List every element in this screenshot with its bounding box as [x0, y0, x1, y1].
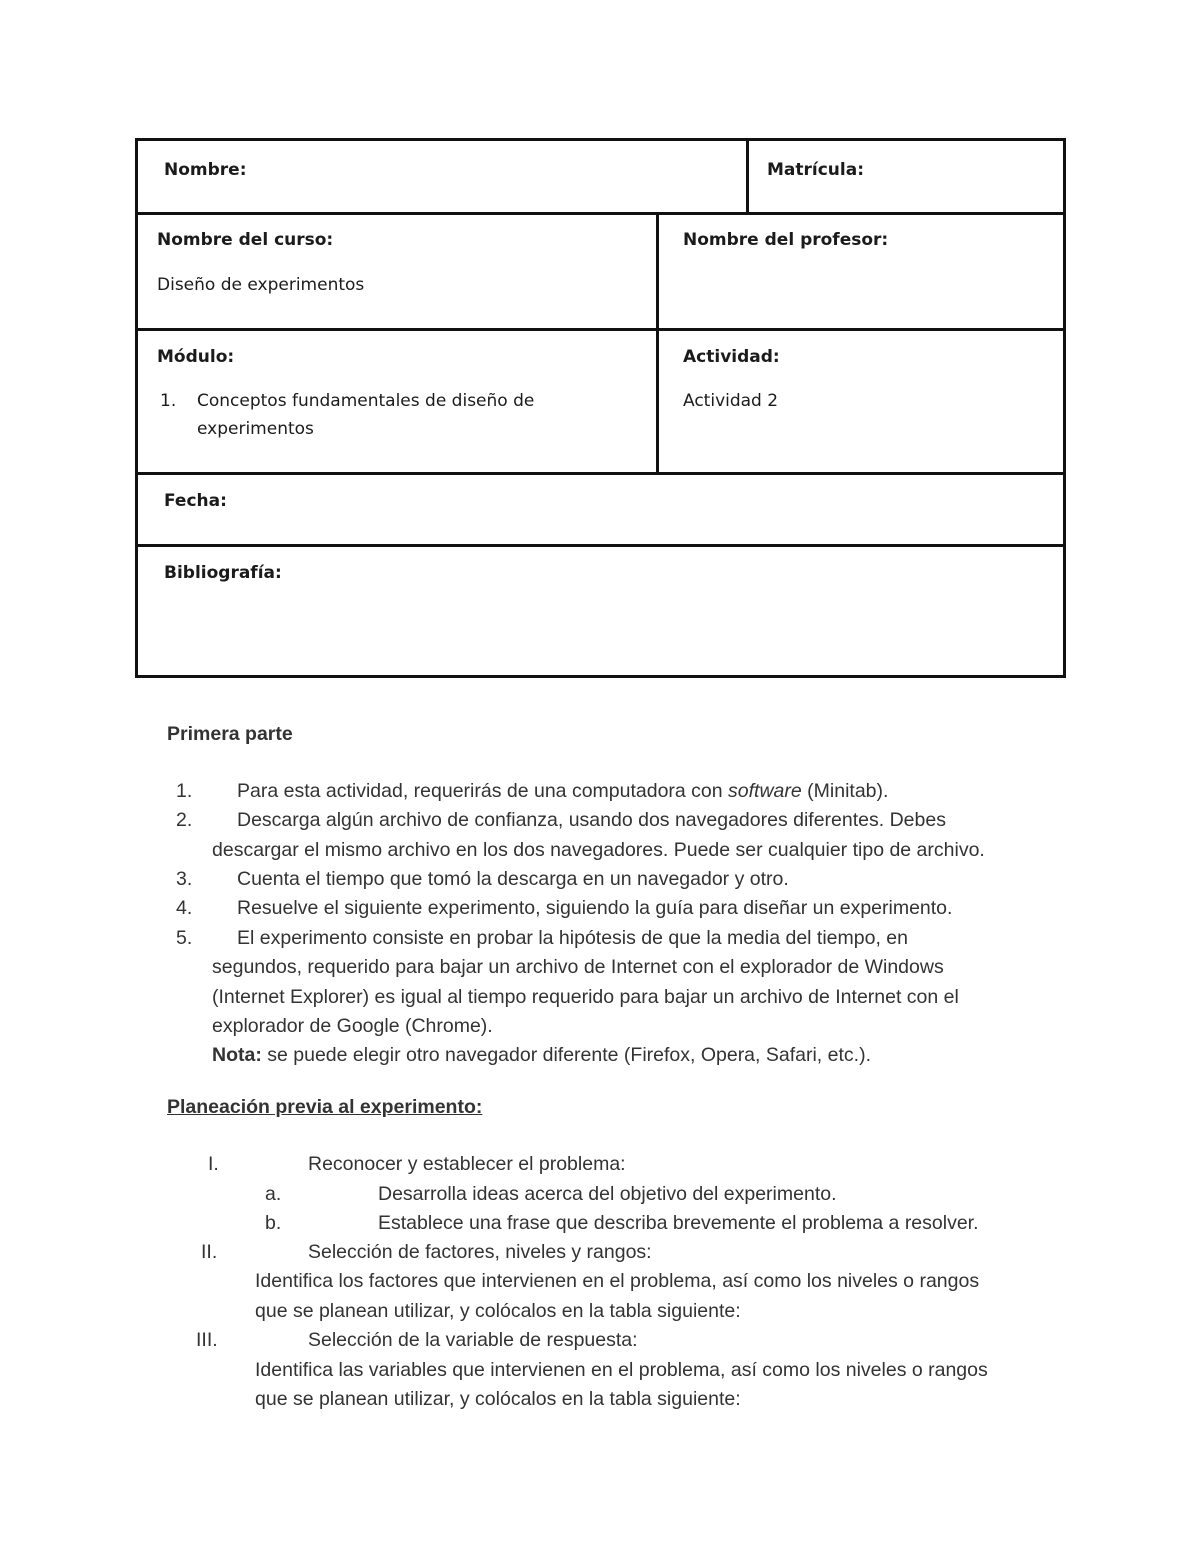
- modulo-label: Módulo:: [157, 347, 235, 367]
- row-divider: [138, 544, 1063, 547]
- list-item: Cuenta el tiempo que tomó la descarga en un navegador y otro.: [237, 868, 789, 890]
- list-item-cont: segundos, requerido para bajar un archivo de Internet con el explorador de Windows: [212, 956, 944, 978]
- matricula-label: Matrícula:: [767, 160, 865, 180]
- row-divider: [138, 328, 1063, 331]
- list-number: 5.: [176, 927, 193, 949]
- fecha-label: Fecha:: [164, 491, 227, 511]
- sub-item: Establece una frase que describa brevemente el problema a resolver.: [378, 1212, 979, 1234]
- list-item: Resuelve el siguiente experimento, siguiendo la guía para diseñar un experimento.: [237, 897, 953, 919]
- step-item: Selección de factores, niveles y rangos:: [308, 1241, 652, 1263]
- modulo-number: 1.: [160, 391, 177, 411]
- list-number: 1.: [176, 780, 193, 802]
- list-item: El experimento consiste en probar la hipótesis de que la media del tiempo, en: [237, 927, 908, 949]
- actividad-label: Actividad:: [683, 347, 780, 367]
- actividad-value: Actividad 2: [683, 391, 779, 411]
- step-description: Identifica los factores que intervienen en el problema, así como los niveles o rangos: [255, 1270, 980, 1292]
- step-item: Reconocer y establecer el problema:: [308, 1153, 626, 1175]
- profesor-label: Nombre del profesor:: [683, 230, 889, 250]
- list-number: 4.: [176, 897, 193, 919]
- planeacion-title: Planeación previa al experimento:: [167, 1096, 483, 1118]
- row-divider: [138, 472, 1063, 475]
- roman-number: I.: [208, 1153, 219, 1175]
- letter-number: b.: [265, 1212, 282, 1234]
- sub-item: Desarrolla ideas acerca del objetivo del experimento.: [378, 1183, 837, 1205]
- curso-label: Nombre del curso:: [157, 230, 334, 250]
- letter-number: a.: [265, 1183, 282, 1205]
- list-item-cont: descargar el mismo archivo en los dos navegadores. Puede ser cualquier tipo de archivo.: [212, 839, 985, 861]
- bibliografia-label: Bibliografía:: [164, 563, 282, 583]
- list-item: Para esta actividad, requerirás de una computadora con software (Minitab).: [237, 780, 889, 802]
- roman-number: II.: [201, 1241, 218, 1263]
- curso-value: Diseño de experimentos: [157, 275, 365, 295]
- list-number: 2.: [176, 809, 193, 831]
- list-number: 3.: [176, 868, 193, 890]
- modulo-value-cont: experimentos: [197, 419, 314, 439]
- nota-line: Nota: se puede elegir otro navegador diferente (Firefox, Opera, Safari, etc.).: [212, 1044, 871, 1066]
- step-description: que se planean utilizar, y colócalos en la tabla siguiente:: [255, 1300, 741, 1322]
- primera-parte-title: Primera parte: [167, 723, 293, 745]
- list-item-cont: (Internet Explorer) es igual al tiempo requerido para bajar un archivo de Internet con el: [212, 986, 959, 1008]
- column-divider: [656, 212, 659, 475]
- nombre-label: Nombre:: [164, 160, 247, 180]
- roman-number: III.: [196, 1329, 218, 1351]
- step-description: que se planean utilizar, y colócalos en la tabla siguiente:: [255, 1388, 741, 1410]
- modulo-value: Conceptos fundamentales de diseño de: [197, 391, 535, 411]
- list-item: Descarga algún archivo de confianza, usando dos navegadores diferentes. Debes: [237, 809, 946, 831]
- list-item-cont: explorador de Google (Chrome).: [212, 1015, 493, 1037]
- column-divider: [746, 141, 749, 215]
- row-divider: [138, 212, 1063, 215]
- step-item: Selección de la variable de respuesta:: [308, 1329, 638, 1351]
- step-description: Identifica las variables que intervienen en el problema, así como los niveles o rangos: [255, 1359, 988, 1381]
